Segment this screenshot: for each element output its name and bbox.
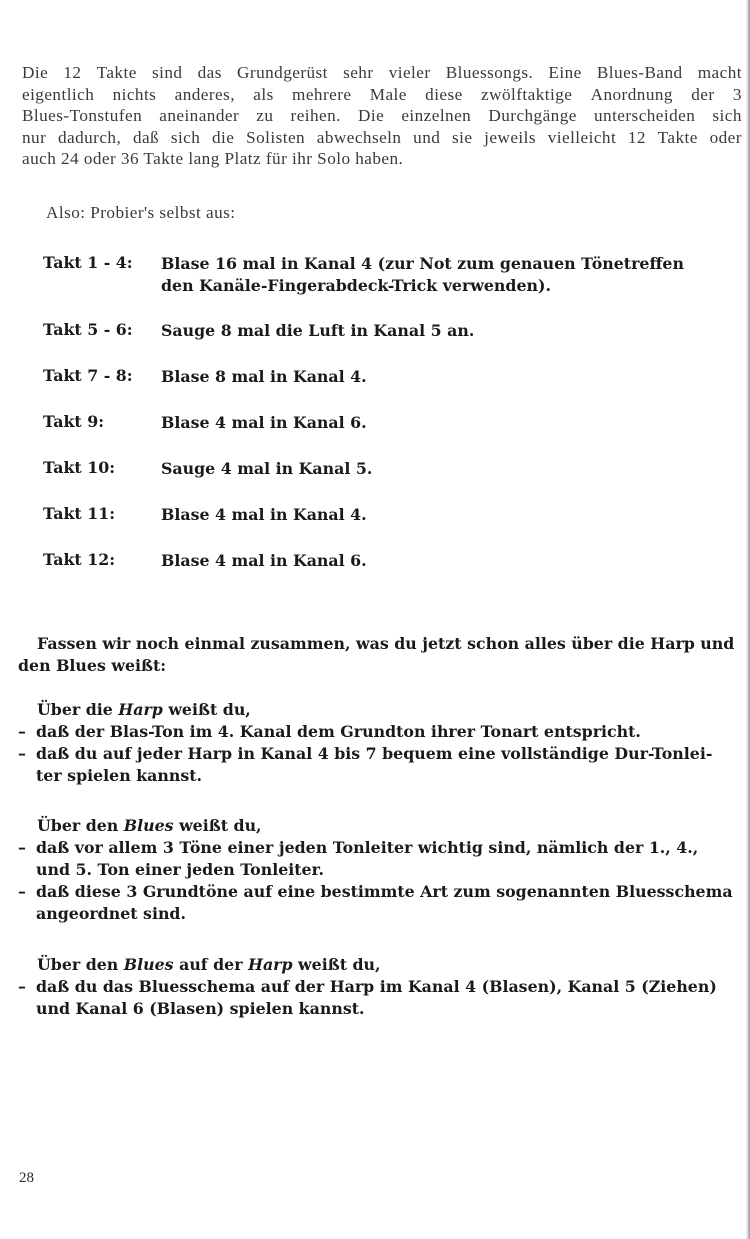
blues-harp-bullet: – daß du das Bluesschema auf der Harp im Kanal 4 (Blasen), Kanal 5 (Ziehen) und Kanal 6 (Blasen) spielen kannst. [18,977,717,1018]
harp-bullet: – daß der Blas-Ton im 4. Kanal dem Grundton ihrer Tonart entspricht. [18,722,641,741]
takt-instruction: Blase 8 mal in Kanal 4. [161,367,367,386]
also-line: Also: Probier's selbst aus: [46,203,236,222]
takt-label: Takt 7 - 8: [43,366,133,385]
intro-line: Die 12 Takte sind das Grundgerüst sehr vieler Bluessongs. Eine Blues-Band macht [22,63,742,82]
bullet-dash: – [18,722,26,741]
summary-intro-line: Fassen wir noch einmal zusammen, was du jetzt schon alles über die Harp und [37,634,735,653]
harp-section [18,699,743,787]
takt-instruction [161,253,684,297]
page-edge-shadow [746,0,750,1239]
bullet-dash: – [18,977,26,996]
intro-paragraph [22,62,742,170]
blues-bullet: – daß diese 3 Grundtöne auf eine bestimmte Art zum sogenannten Bluesschema angeordnet sind. [18,882,733,923]
takt-instruction: Sauge 4 mal in Kanal 5. [161,459,373,478]
intro-line: Blues-Tonstufen aneinander zu reihen. Die einzelnen Durchgänge unterscheiden sich [22,106,742,125]
takt-instruction-line: Blase 16 mal in Kanal 4 (zur Not zum genauen Tönetreffen [161,254,684,273]
bullet-dash: – [18,882,26,901]
summary-intro-line: den Blues weißt: [18,656,167,675]
bullet-dash: – [18,838,26,857]
takt-label: Takt 9: [43,412,105,431]
takt-label: Takt 11: [43,504,116,523]
harp-heading: Über die Harp weißt du, [37,700,251,719]
takt-label: Takt 1 - 4: [43,253,133,272]
intro-line: auch 24 oder 36 Takte lang Platz für ihr Solo haben. [22,149,404,168]
takt-label: Takt 10: [43,458,116,477]
takt-instruction: Blase 4 mal in Kanal 6. [161,413,367,432]
intro-line: eigentlich nichts anderes, als mehrere Male diese zwölftaktige Anordnung der 3 [22,84,742,104]
blues-section [18,815,743,925]
takt-instruction-line: den Kanäle-Fingerabdeck-Trick verwenden). [161,276,551,295]
summary-intro [18,633,743,677]
takt-instruction: Blase 4 mal in Kanal 4. [161,505,367,524]
blues-harp-heading: Über den Blues auf der Harp weißt du, [37,955,381,974]
takt-label: Takt 12: [43,550,116,569]
blues-harp-section [18,954,743,1020]
intro-line: nur dadurch, daß sich die Solisten abwechseln und sie jeweils vielleicht 12 Takte oder [22,127,742,147]
blues-heading: Über den Blues weißt du, [37,816,262,835]
takt-instruction: Sauge 8 mal die Luft in Kanal 5 an. [161,321,475,340]
harp-bullet: – daß du auf jeder Harp in Kanal 4 bis 7 bequem eine vollständige Dur-Tonlei- ter spielen kannst. [18,744,713,785]
takt-label: Takt 5 - 6: [43,320,133,339]
blues-bullet: – daß vor allem 3 Töne einer jeden Tonleiter wichtig sind, nämlich der 1., 4., und 5. Ton einer jeden Tonleiter. [18,838,699,879]
takt-instruction: Blase 4 mal in Kanal 6. [161,551,367,570]
bullet-dash: – [18,744,26,763]
page-number: 28 [19,1170,34,1186]
